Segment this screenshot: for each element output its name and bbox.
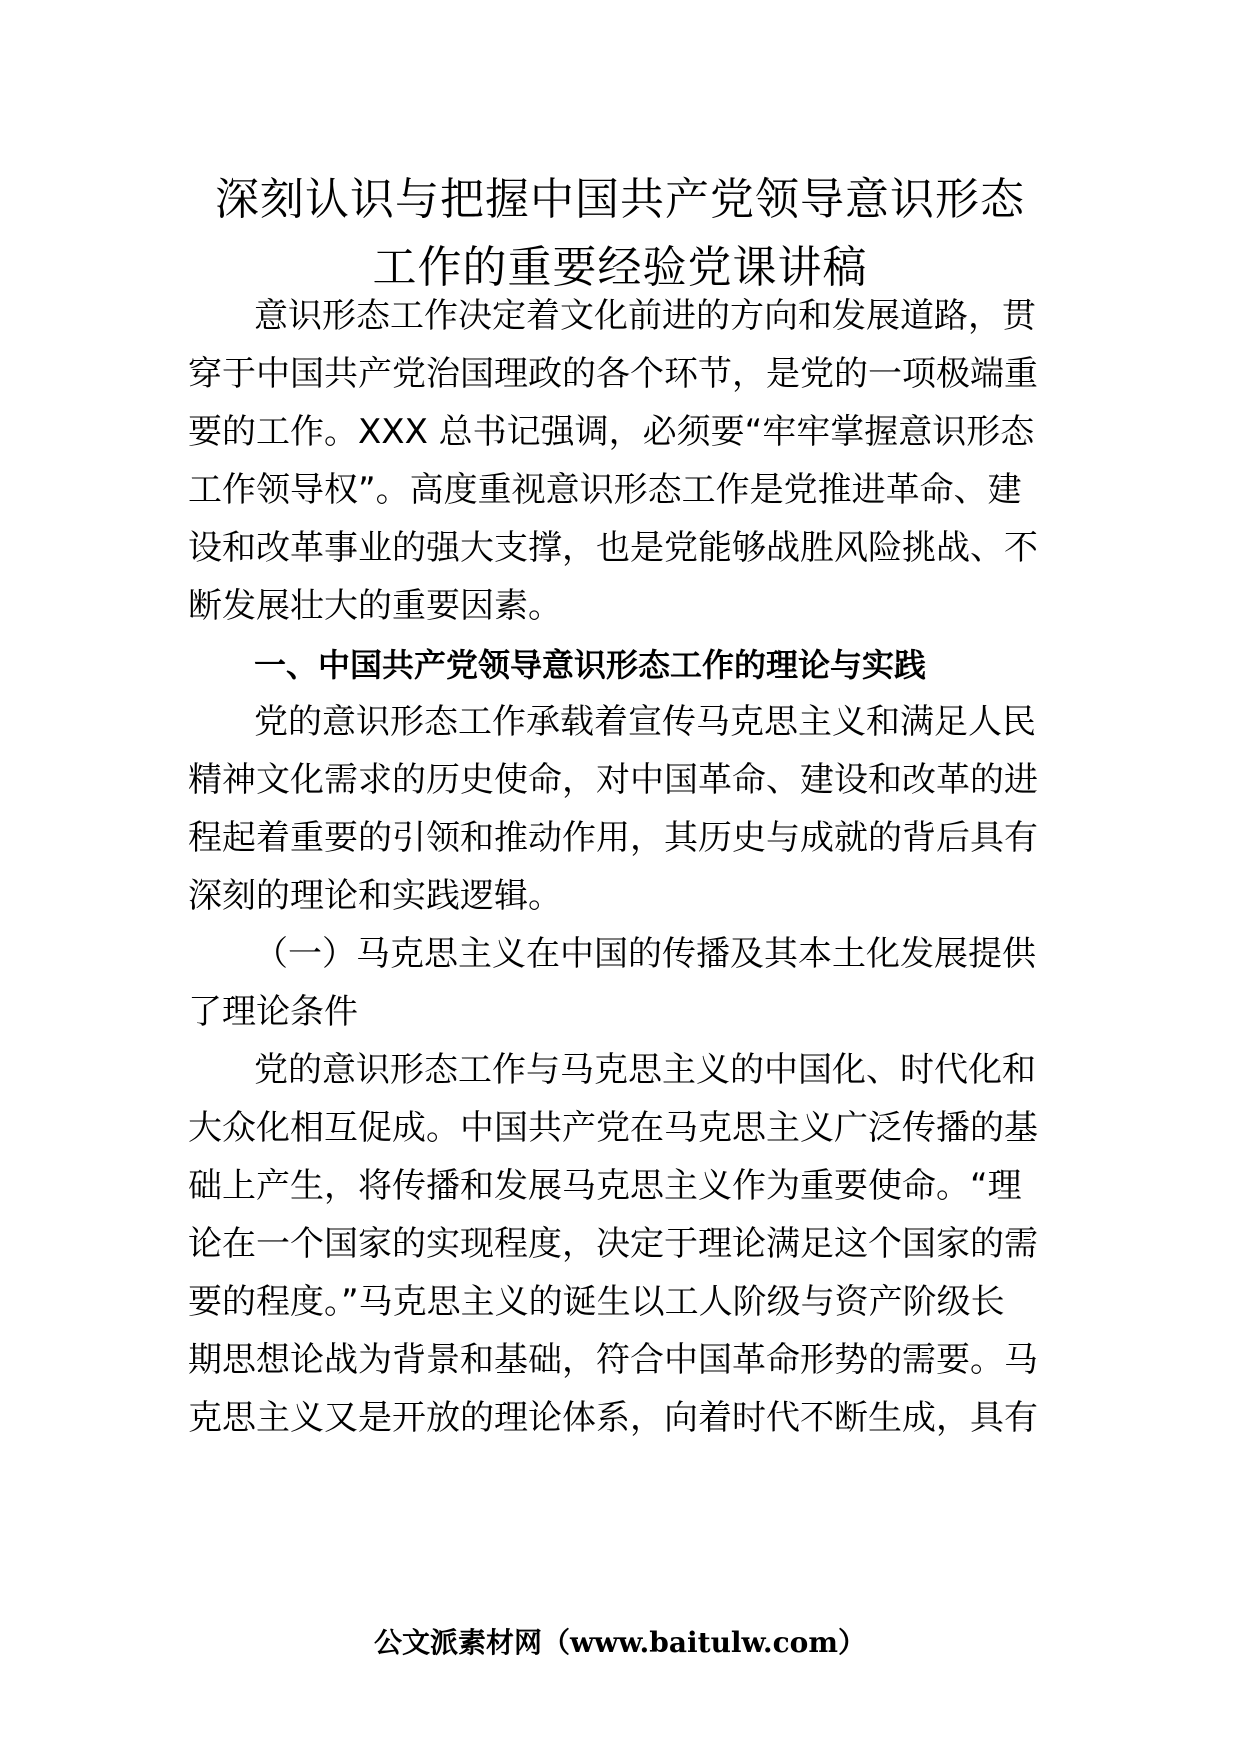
paragraph-line: 要的工作。XXX 总书记强调，必须要“牢牢掌握意识形态 (188, 412, 1035, 452)
paragraph-line: 穿于中国共产党治国理政的各个环节，是党的一项极端重 (188, 354, 1038, 394)
paragraph-line: 论在一个国家的实现程度，决定于理论满足这个国家的需 (188, 1224, 1038, 1264)
footer-source: 公文派素材网（www.baitulw.com） (374, 1626, 866, 1659)
paragraph-line: 要的程度。”马克思主义的诞生以工人阶级与资产阶级长 (188, 1282, 1005, 1322)
paragraph-line: 党的意识形态工作与马克思主义的中国化、时代化和 (254, 1050, 1036, 1090)
paragraph-line: 设和改革事业的强大支撑，也是党能够战胜风险挑战、不 (188, 528, 1038, 568)
paragraph-line: 程起着重要的引领和推动作用，其历史与成就的背后具有 (188, 818, 1038, 858)
paragraph-line: 断发展壮大的重要因素。 (188, 586, 562, 626)
paragraph-line: 党的意识形态工作承载着宣传马克思主义和满足人民 (254, 702, 1036, 742)
paragraph-line: 深刻的理论和实践逻辑。 (188, 876, 562, 916)
paragraph-line: 大众化相互促成。中国共产党在马克思主义广泛传播的基 (188, 1108, 1038, 1148)
paragraph-line: 工作领导权”。高度重视意识形态工作是党推进革命、建 (188, 470, 1022, 510)
paragraph-line: 意识形态工作决定着文化前进的方向和发展道路，贯 (254, 296, 1036, 336)
subsection-heading-continued: 了理论条件 (188, 992, 358, 1032)
document-title-line-2: 工作的重要经验党课讲稿 (372, 242, 868, 293)
paragraph-line: 精神文化需求的历史使命，对中国革命、建设和改革的进 (188, 760, 1038, 800)
subsection-heading: （一）马克思主义在中国的传播及其本土化发展提供 (254, 934, 1036, 974)
section-heading: 一、中国共产党领导意识形态工作的理论与实践 (254, 646, 927, 684)
document-title-line-1: 深刻认识与把握中国共产党领导意识形态 (215, 174, 1025, 225)
paragraph-line: 克思主义又是开放的理论体系，向着时代不断生成，具有 (188, 1398, 1038, 1438)
paragraph-line: 期思想论战为背景和基础，符合中国革命形势的需要。马 (188, 1340, 1038, 1380)
paragraph-line: 础上产生，将传播和发展马克思主义作为重要使命。“理 (188, 1166, 1022, 1206)
